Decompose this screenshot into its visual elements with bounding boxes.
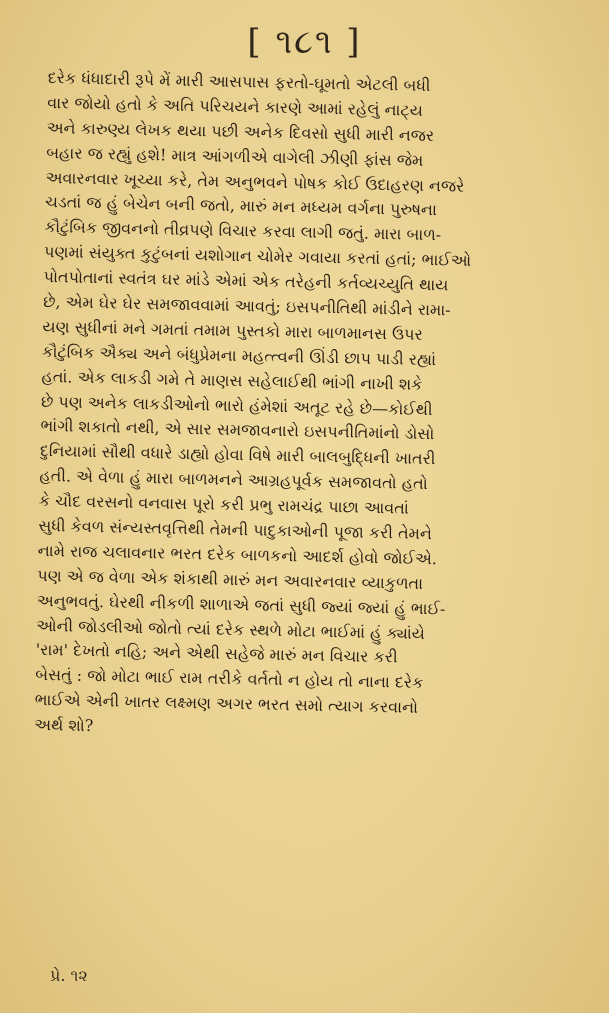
text-line: દુનિયામાં સૌથી વધારે ડાહ્યો હોવા વિષે મારી બાલબુદ્ધિની ખાતરી <box>39 441 436 469</box>
body-text <box>34 66 608 750</box>
text-line: કે ચૌદ વરસનો વનવાસ પૂરો કરી પ્રભુ રામચંદ્ર પાછા આવતાં <box>38 491 409 518</box>
text-line: વાર જોયો હતો કે અતિ પરિચયને કારણે આમાં રહેલું નાટ્ય <box>47 92 424 120</box>
text-line: ભાઈએ એની ખાતર લક્ષ્મણ અગર ભરત સમો ત્યાગ કરવાનો <box>34 690 419 718</box>
text-line: અને કારુણ્ય લેખક થયા પછી અનેક દિવસો સુધી મારી નજર <box>46 117 435 145</box>
text-line: પણ એ જ વેળા એક શંકાથી મારું મન અવારનવાર વ્યાકુળતા <box>37 565 424 593</box>
text-line: ભાંગી શકાતો નથી, એ સાર સમજાવનારો ઇસપનીતિમાંનો ડોસો <box>40 416 435 444</box>
text-line: કૌટુંબિક જીવનનો તીવ્રપણે વિચાર કરવા લાગી જતું. મારા બાળ- <box>44 217 442 245</box>
text-line: ચડતાં જ હું બેચેન બની જતો, મારું મન મધ્યમ વર્ગના પુરુષના <box>44 192 438 220</box>
text-line: પણમાં સંયુક્ત કુટુંબનાં યશોગાન ચોમેર ગવાયા કરતાં હતાં; ભાઈઓ <box>43 242 472 271</box>
text-line: છે, એમ ઘેર ઘેર સમજાવવામાં આવતું; ઇસપનીતિથી માંડીને રામા- <box>42 291 451 320</box>
text-line: છે પણ અનેક લાકડીઓનો ભારો હંમેશાં અતૂટ રહે છે—કોઈથી <box>40 391 433 419</box>
text-line: 'રામ' દેખતો નહિ; અને એથી સહેજે મારું મન વિચાર કરી <box>35 640 398 667</box>
page-number: [ ૧૮૧ ] <box>247 22 362 62</box>
signature-mark: પ્રે. ૧૨ <box>50 966 88 985</box>
text-line: દરેક ધંધાદારી રૂપે મેં મારી આસપાસ ફરતો-ઘૂમતો એટલી બધી <box>47 67 431 96</box>
text-line: હતાં. એક લાકડી ગમે તે માણસ સહેલાઈથી ભાંગી નાખી શકે <box>41 366 423 394</box>
text-line: પોતપોતાનાં સ્વતંત્ર ઘર માંડે એમાં એક તરેહની કર્તવ્યચ્યુતિ થાય <box>43 267 449 295</box>
text-line: કૌટુંબિક ઐક્ય અને બંધુપ્રેમના મહત્ત્વની ઊંડી છાપ પાડી રહ્યાં <box>41 341 437 369</box>
text-line: સુધી કેવળ સંન્યસ્તવૃત્તિથી તેમની પાદુકાઓની પૂજા કરી તેમને <box>38 515 433 544</box>
text-line: નામે રાજ ચલાવનાર ભરત દરેક બાળકનો આદર્શ હોવો જોઈએ. <box>37 540 438 569</box>
text-line: અનુભવતું. ઘેરથી નીકળી શાળાએ જતાં સુધી જ્યાં જ્યાં હું ભાઈ- <box>36 590 446 619</box>
text-line: ઓની જોડલીઓ જોતો ત્યાં દરેક સ્થળે મોટા ભાઈમાં હું ક્યાંયે <box>36 615 426 643</box>
text-line: બહાર જ રહ્યું હશે! માત્ર આંગળીએ વાગેલી ઝીણી ફાંસ જેમ <box>45 142 424 170</box>
text-line: હતી. એ વેળા હું મારા બાળમનને આગ્રહપૂર્વક સમજાવતો હતો <box>39 466 428 494</box>
text-line: યણ સુધીનાં મને ગમતાં તમામ પુસ્તકો મારા બાળમાનસ ઉપર <box>42 316 423 344</box>
text-line: બેસતું : જો મોટા ભાઈ રામ તરીકે વર્તતો ન હોય તો નાના દરેક <box>35 665 424 693</box>
text-line: અવારનવાર ખૂચ્યા કરે, તેમ અનુભવને પોષક કોઈ ઉદાહરણ નજરે <box>45 167 465 196</box>
text-line: અર્થ શો? <box>34 715 94 736</box>
